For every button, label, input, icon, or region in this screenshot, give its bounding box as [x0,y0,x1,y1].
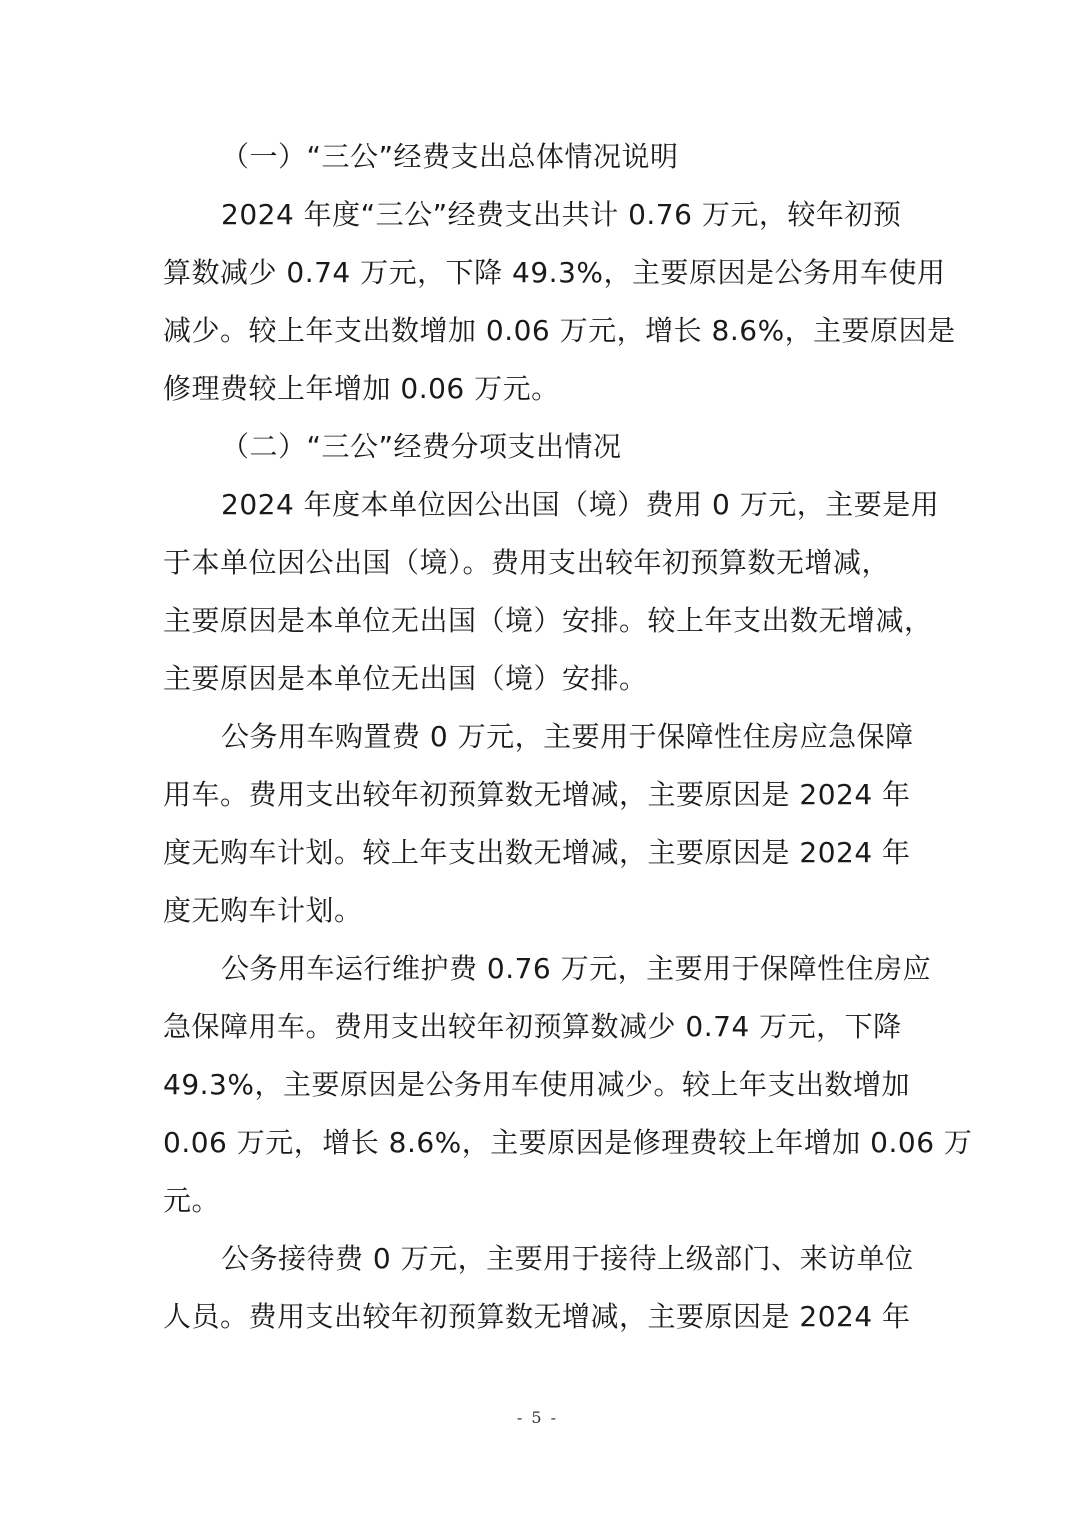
paragraph-line: 用车。费用支出较年初预算数无增减，主要原因是 2024 年 [163,778,911,811]
paragraph-line: 公务用车购置费 0 万元，主要用于保障性住房应急保障 [221,720,914,753]
paragraph-line: 0.06 万元，增长 8.6%，主要原因是修理费较上年增加 0.06 万 [163,1126,973,1159]
section-heading-items: （二）“三公”经费分项支出情况 [221,430,622,463]
paragraph-line: 于本单位因公出国（境）。费用支出较年初预算数无增减， [163,546,891,579]
paragraph-line: 主要原因是本单位无出国（境）安排。较上年支出数无增减， [163,604,933,637]
paragraph-line: 元。 [163,1184,221,1217]
paragraph-line: 主要原因是本单位无出国（境）安排。 [163,662,648,695]
paragraph-line: 2024 年度“三公”经费支出共计 0.76 万元，较年初预 [221,198,902,231]
paragraph-line: 公务接待费 0 万元，主要用于接待上级部门、来访单位 [221,1242,914,1275]
page-number: - 5 - [516,1408,559,1427]
paragraph-line: 修理费较上年增加 0.06 万元。 [163,372,560,405]
paragraph-line: 算数减少 0.74 万元，下降 49.3%，主要原因是公务用车使用 [163,256,946,289]
paragraph-line: 49.3%，主要原因是公务用车使用减少。较上年支出数增加 [163,1068,910,1101]
paragraph-line: 2024 年度本单位因公出国（境）费用 0 万元，主要是用 [221,488,940,521]
paragraph-line: 度无购车计划。较上年支出数无增减，主要原因是 2024 年 [163,836,911,869]
document-body [163,128,973,1346]
section-heading-overall: （一）“三公”经费支出总体情况说明 [221,140,679,173]
paragraph-line: 公务用车运行维护费 0.76 万元，主要用于保障性住房应 [221,952,932,985]
paragraph-line: 人员。费用支出较年初预算数无增减，主要原因是 2024 年 [163,1300,911,1333]
paragraph-line: 度无购车计划。 [163,894,363,927]
paragraph-line: 急保障用车。费用支出较年初预算数减少 0.74 万元，下降 [163,1010,902,1043]
paragraph-line: 减少。较上年支出数增加 0.06 万元，增长 8.6%，主要原因是 [163,314,956,347]
